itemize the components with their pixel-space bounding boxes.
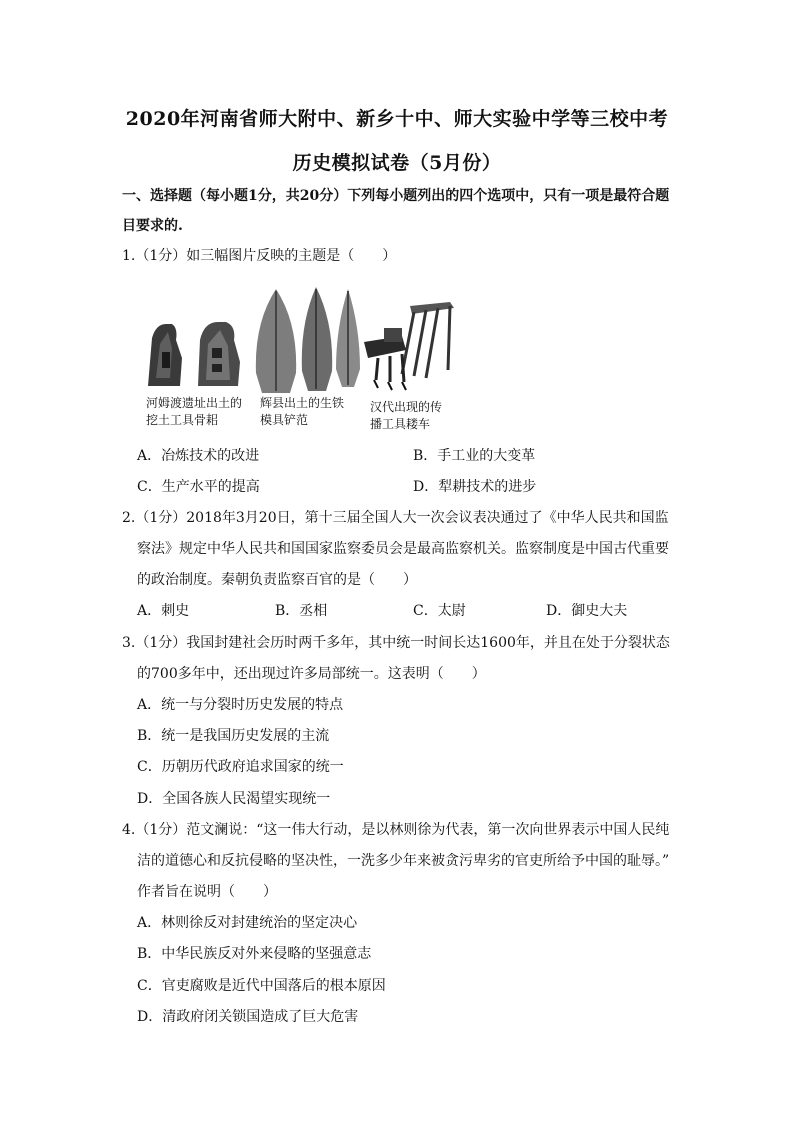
seed-drill-image [362,300,468,392]
q4-option-b[interactable]: B．中华民族反对外来侵略的坚强意志 [137,946,372,962]
q1-option-d[interactable]: D．犁耕技术的进步 [413,479,537,495]
q2-option-c[interactable]: C．太尉 [413,603,466,619]
q2-stem-line1: 2.（1分）2018年3月20日，第十三届全国人大一次会议表决通过了《中华人民共和国监 [122,510,669,526]
exam-title-line2: 历史模拟试卷（5月份） [292,152,502,174]
caption-2-line2: 模具铲范 [260,413,309,427]
q1-option-c[interactable]: C．生产水平的提高 [137,479,260,495]
q3-option-a[interactable]: A．统一与分裂时历史发展的特点 [137,697,344,713]
q2-stem-line3: 的政治制度。秦朝负责监察百官的是（ ） [137,572,417,588]
caption-3-line2: 播工具耧车 [370,417,431,431]
q2-option-a[interactable]: A．刺史 [137,603,190,619]
q2-option-d[interactable]: D．御史大夫 [546,603,628,619]
caption-1-line1: 河姆渡遗址出土的 [146,396,243,410]
iron-spade-mold-image [252,283,362,395]
q1-option-a[interactable]: A．冶炼技术的改进 [137,448,260,464]
q4-option-d[interactable]: D．清政府闭关锁国造成了巨大危害 [137,1009,359,1025]
caption-2-line1: 辉县出土的生铁 [260,396,345,410]
q3-stem-line2: 的700多年中，还出现过许多局部统一。这表明（ ） [137,666,486,682]
q4-option-c[interactable]: C．官吏腐败是近代中国落后的根本原因 [137,978,386,994]
q3-option-b[interactable]: B．统一是我国历史发展的主流 [137,728,330,744]
q1-option-b[interactable]: B．手工业的大变革 [413,448,536,464]
q4-option-a[interactable]: A．林则徐反对封建统治的坚定决心 [137,915,358,931]
caption-1-line2: 挖土工具骨耜 [146,413,219,427]
q2-stem-line2: 察法》规定中华人民共和国国家监察委员会是最高监察机关。监察制度是中国古代重要 [137,541,669,557]
q4-stem-line1: 4.（1分）范文澜说：“这一伟大行动，是以林则徐为代表，第一次向世界表示中国人民纯 [122,822,670,838]
exam-title-line1: 2020年河南省师大附中、新乡十中、师大实验中学等三校中考 [125,108,669,130]
section-heading-line2: 目要求的. [122,218,183,234]
q3-option-d[interactable]: D．全国各族人民渴望实现统一 [137,791,331,807]
q4-stem-line3: 作者旨在说明（ ） [137,884,277,900]
q1-stem: 1.（1分）如三幅图片反映的主题是（ ） [122,248,397,264]
q3-stem-line1: 3.（1分）我国封建社会历时两千多年，其中统一时间长达1600年，并且在处于分裂状态 [122,635,670,651]
q4-stem-line2: 洁的道德心和反抗侵略的坚决性，一洗多少年来被贪污卑劣的官吏所给予中国的耻辱。” [137,853,670,869]
bone-spade-image [138,318,256,390]
section-heading-line1: 一、选择题（每小题1分，共20分）下列每小题列出的四个选项中，只有一项是最符合题 [122,188,670,204]
q3-option-c[interactable]: C．历朝历代政府追求国家的统一 [137,759,344,775]
caption-3-line1: 汉代出现的传 [370,400,443,414]
q2-option-b[interactable]: B．丞相 [275,603,328,619]
